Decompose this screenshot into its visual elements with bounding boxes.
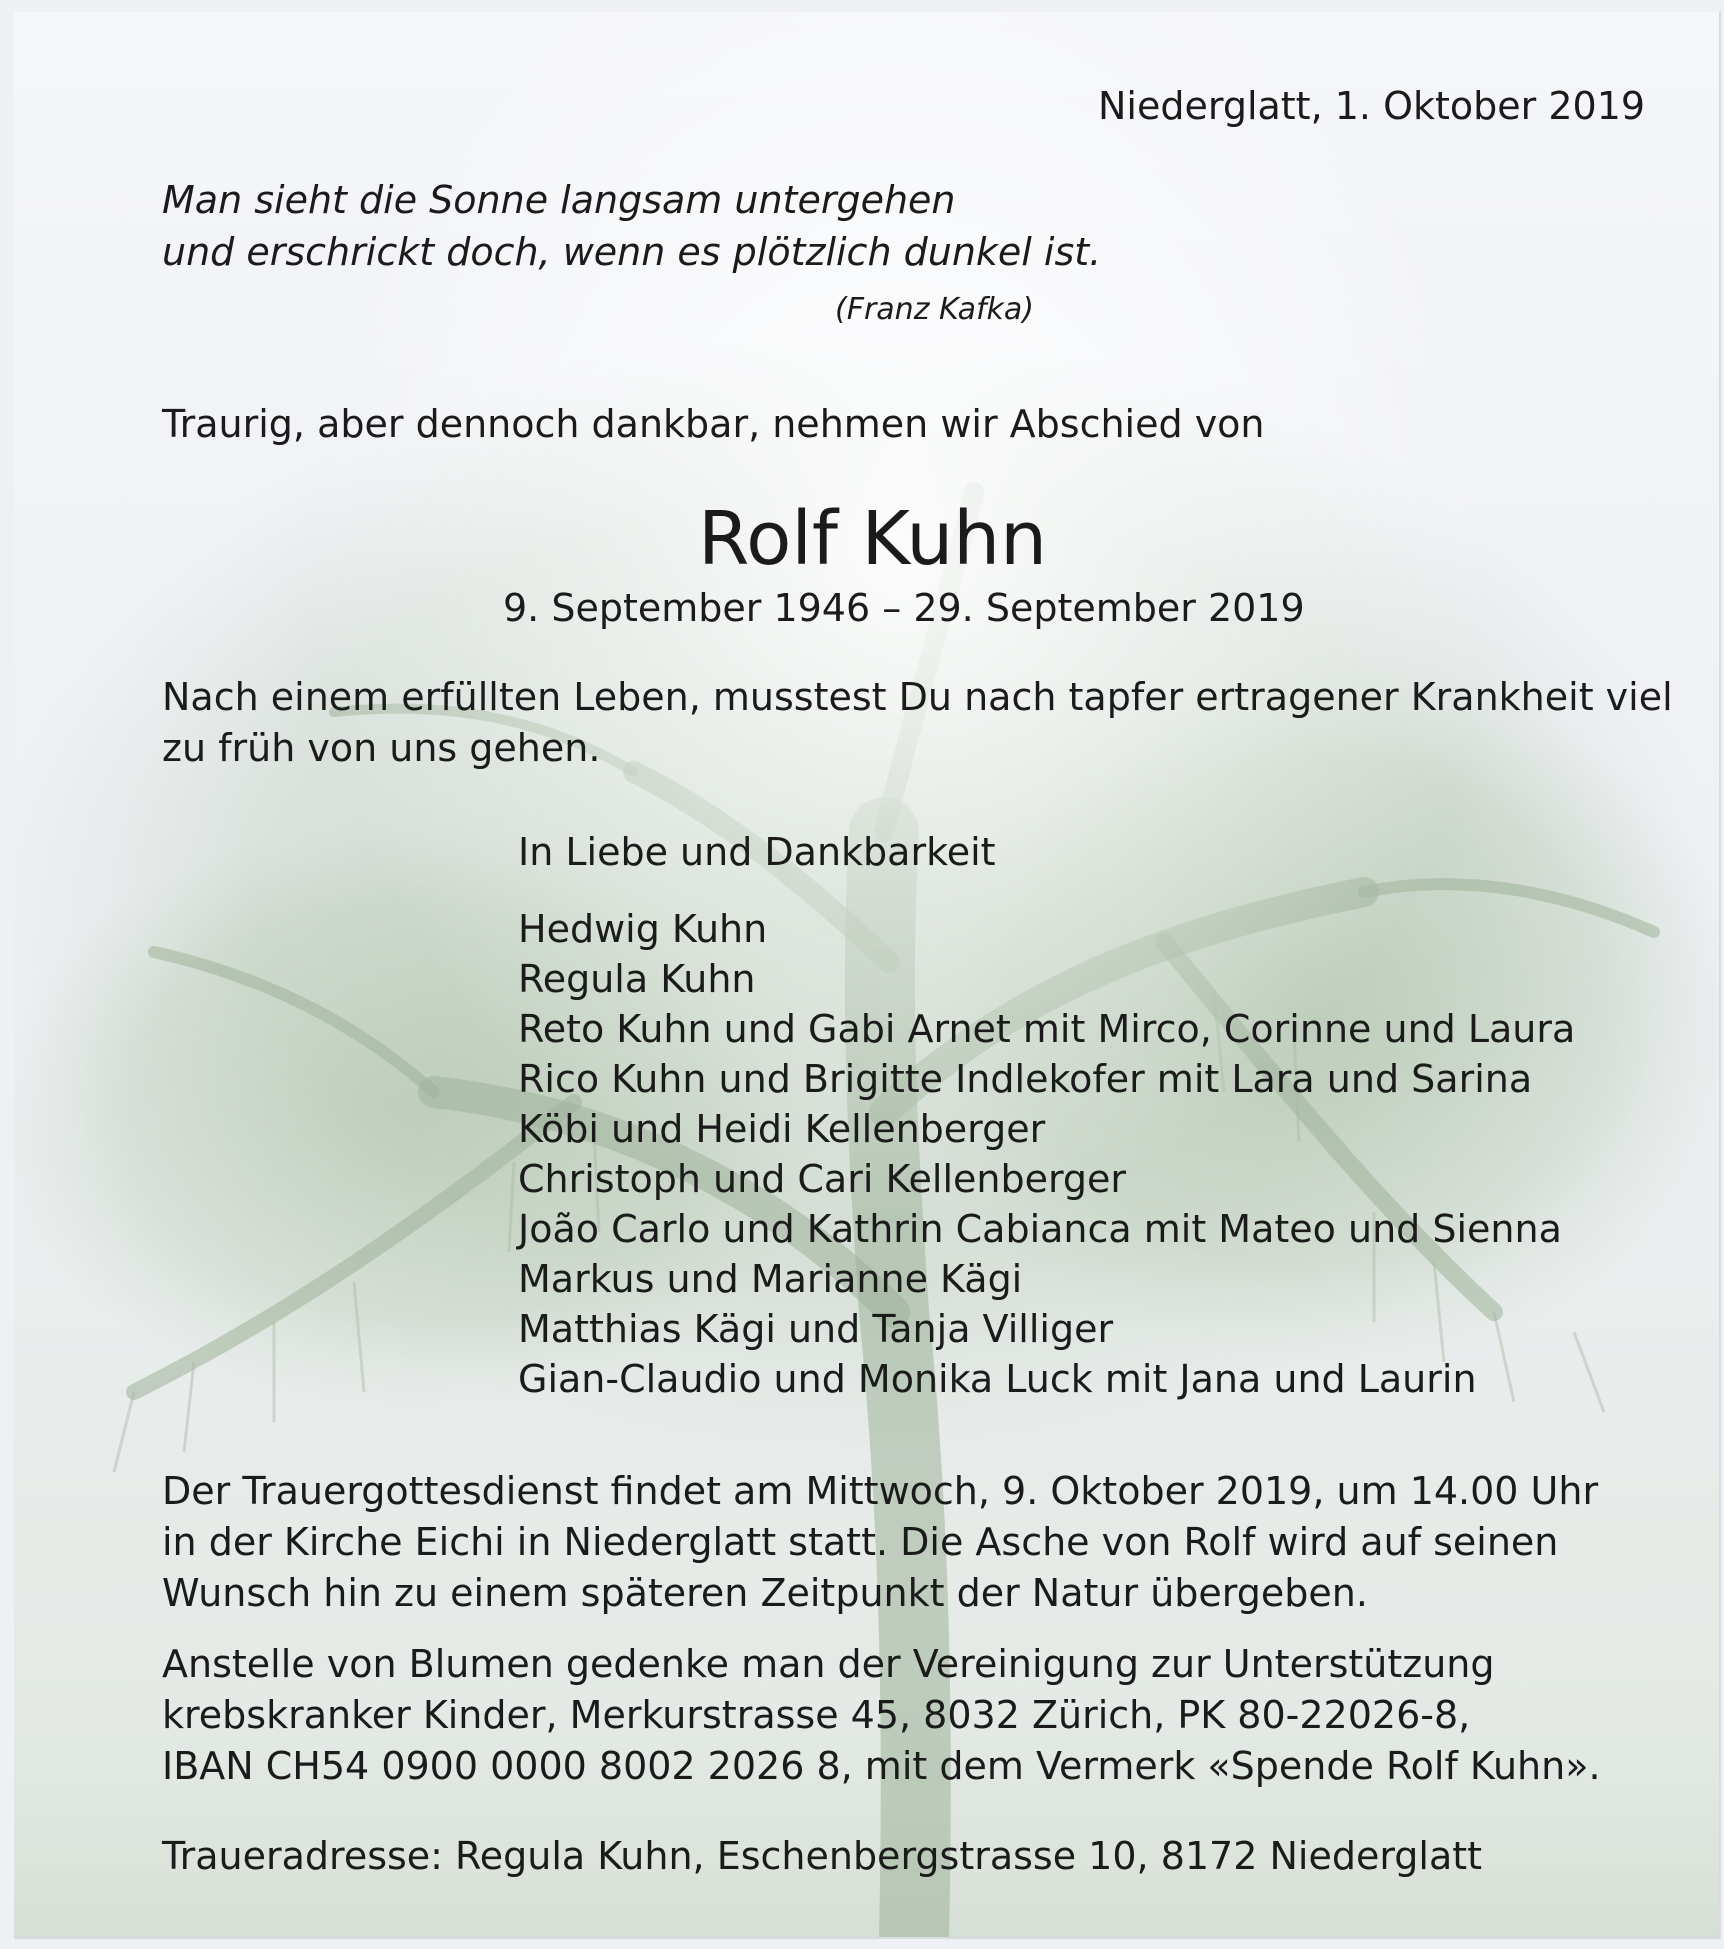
- service-line: in der Kirche Eichi in Niederglatt statt. Die Asche von Rolf wird auf seinen: [162, 1520, 1559, 1564]
- obituary-notice: [14, 12, 1721, 1939]
- mourner-entry: Köbi und Heidi Kellenberger: [518, 1107, 1046, 1151]
- quote-author: (Franz Kafka): [835, 292, 1034, 327]
- closing-line: In Liebe und Dankbarkeit: [518, 830, 996, 874]
- mourner-entry: Hedwig Kuhn: [518, 907, 768, 951]
- mourner-entry: Matthias Kägi und Tanja Villiger: [518, 1307, 1114, 1351]
- life-dates: 9. September 1946 – 29. September 2019: [503, 586, 1305, 630]
- mourner-entry: Markus und Marianne Kägi: [518, 1257, 1023, 1301]
- donation-line: Anstelle von Blumen gedenke man der Vereinigung zur Unterstützung: [162, 1642, 1495, 1686]
- message-paragraph: [162, 672, 1673, 774]
- service-line: Wunsch hin zu einem späteren Zeitpunkt der Natur übergeben.: [162, 1571, 1368, 1615]
- donation-line: krebskranker Kinder, Merkurstrasse 45, 8032 Zürich, PK 80-22026-8,: [162, 1693, 1471, 1737]
- mourners-list: [518, 904, 1575, 1404]
- intro-text: Traurig, aber dennoch dankbar, nehmen wir Abschied von: [162, 402, 1265, 446]
- place-and-date: Niederglatt, 1. Oktober 2019: [1098, 84, 1646, 128]
- mourner-entry: Gian-Claudio und Monika Luck mit Jana und Laurin: [518, 1357, 1477, 1401]
- mourner-entry: João Carlo und Kathrin Cabianca mit Mateo und Sienna: [518, 1207, 1562, 1251]
- deceased-name: Rolf Kuhn: [698, 496, 1048, 582]
- mourner-entry: Regula Kuhn: [518, 957, 756, 1001]
- mourner-entry: Reto Kuhn und Gabi Arnet mit Mirco, Corinne und Laura: [518, 1007, 1576, 1051]
- quote: [162, 174, 1101, 278]
- mourning-address: Traueradresse: Regula Kuhn, Eschenbergstrasse 10, 8172 Niederglatt: [162, 1834, 1483, 1878]
- quote-line: Man sieht die Sonne langsam untergehen: [162, 178, 956, 222]
- service-line: Der Trauergottesdienst findet am Mittwoch, 9. Oktober 2019, um 14.00 Uhr: [162, 1469, 1599, 1513]
- donation-line: IBAN CH54 0900 0000 8002 2026 8, mit dem Vermerk «Spende Rolf Kuhn».: [162, 1744, 1601, 1788]
- mourner-entry: Christoph und Cari Kellenberger: [518, 1157, 1127, 1201]
- message-line: zu früh von uns gehen.: [162, 726, 601, 770]
- mourner-entry: Rico Kuhn und Brigitte Indlekofer mit Lara und Sarina: [518, 1057, 1533, 1101]
- quote-line: und erschrickt doch, wenn es plötzlich dunkel ist.: [162, 230, 1102, 274]
- donation-paragraph: [162, 1639, 1601, 1792]
- service-paragraph: [162, 1466, 1598, 1619]
- message-line: Nach einem erfüllten Leben, musstest Du nach tapfer ertragener Krankheit viel: [162, 675, 1673, 719]
